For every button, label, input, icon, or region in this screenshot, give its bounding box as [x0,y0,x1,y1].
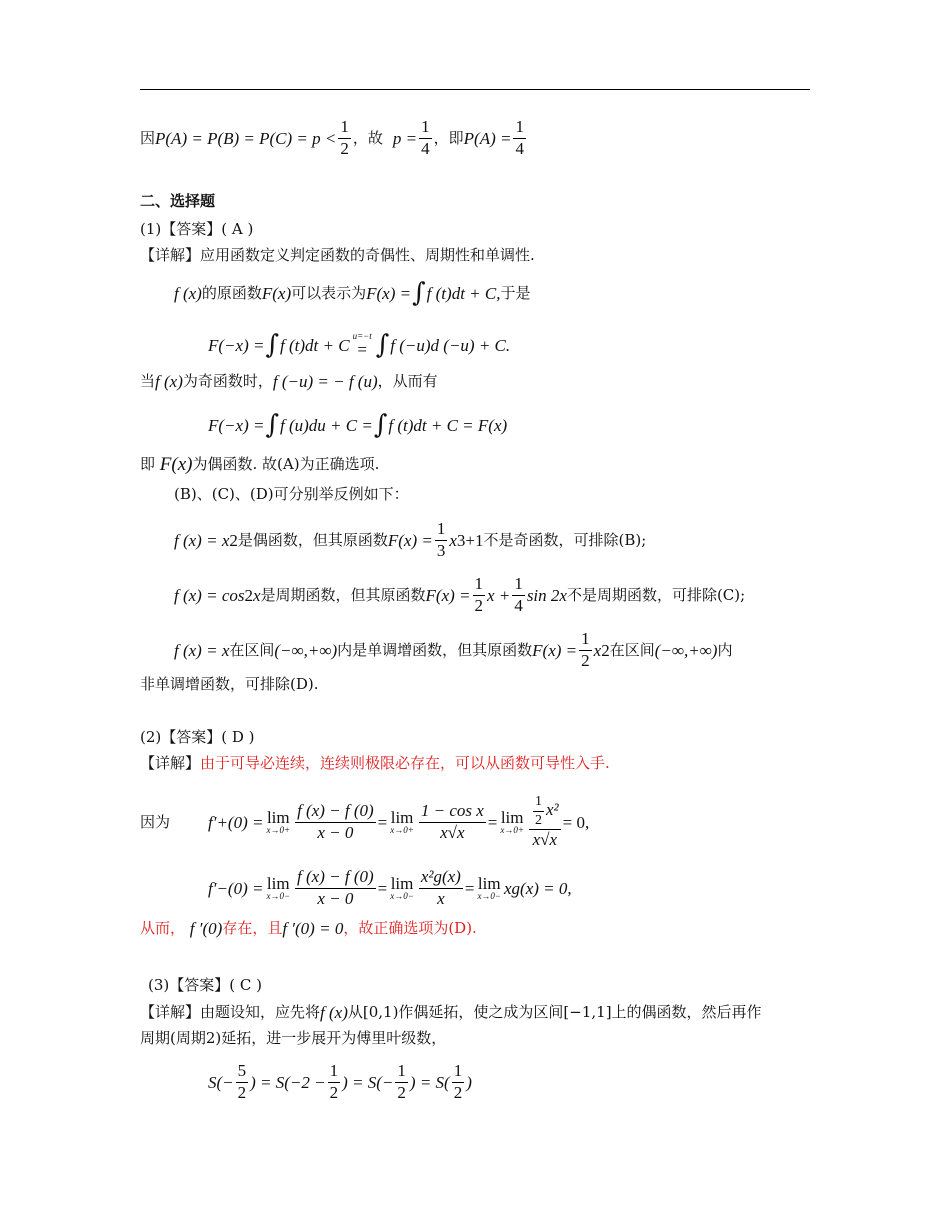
q1-detail: 【详解】应用函数定义判定函数的奇偶性、周期性和单调性. [140,246,535,264]
text: ，即 [433,128,464,147]
text: 因 [140,128,156,147]
q1-line8: f (x) = cos 2 x 是周期函数，但其原函数 F(x) = $\frac{1}{2}$ x + $\frac{1}{4}$ sin 2x 不是周期函数，可排除(C); [174,574,746,615]
header-rule [140,89,810,90]
math: P(A) = [463,128,512,148]
text: ，故 [352,128,383,147]
q1-line9: f (x) = x 在区间 (−∞,+∞) 内是单调增函数，但其原函数 F(x) = $\frac{1}{2}$ x 2 在区间 (−∞,+∞) 内 [174,629,733,670]
q1-line6: (B)、(C)、(D)可分别举反例如下： [174,485,409,503]
q1-line5: 即 F(x) 为偶函数. 故(A)为正确选项. [140,454,380,475]
q2-detail: 【详解】 由于可导必连续，连续则极限必存在，可以从函数可导性入手. [140,754,610,772]
q3-detail2: 周期(周期2)延拓，进一步展开为傅里叶级数， [140,1029,447,1047]
section-title: 二、选择题 [140,192,216,210]
q2-answer: (2)【答案】( D ) [140,728,255,746]
fraction: $\frac{1}{4}$ [515,117,524,158]
math: p = [392,128,418,148]
q3-series-eq: S(− $\frac{5}{2}$ ) = S(−2 − $\frac{1}{2}$ ) = S(− $\frac{1}{2}$ ) = S( $\frac{1}{2}$ ) [208,1061,472,1102]
intro-line [140,118,528,158]
math: P(A) = P(B) = P(C) = p < [155,128,337,148]
fraction: $\frac{1}{4}$ [421,117,430,158]
fraction: $\frac{1}{2}$ [340,117,349,158]
q2-deriv-plus: 因为 f′+(0) = lim x→0+ $\frac{f (x) - f (0)}{x - 0}$ = lim x→0+ $\frac{\text{1 − cos x}}{x√x}$ = lim x→0+ $\frac{1}{2}$ x² x√x = 0, [140,794,590,850]
q3-detail: 【详解】由题设知，应先将 f (x) 从[0,1)作偶延拓，使之成为区间[−1,1]上的偶函数，然后再作 [140,1003,762,1022]
q1-answer: (1)【答案】( A ) [140,220,254,238]
q1-line1: f (x) 的原函数 F(x) 可以表示为 F(x) = ∫ f (t)dt + C, 于是 [174,278,531,308]
q2-deriv-minus: f′−(0) = lim x→0− $\frac{f (x) - f (0)}{x - 0}$ = lim x→0− $\frac{\text{x²g(x)}}{x}$ = lim x→0− xg(x) = 0, [208,867,572,908]
q1-line2: F(−x) = ∫ f (t)dt + C u=−t = ∫ f (−u)d (−u) + C. [208,330,511,360]
q2-conclusion: 从而， f ′(0) 存在，且 f ′(0) = 0 ，故正确选项为(D). [140,919,477,938]
q1-line7: f (x) = x 2 是偶函数，但其原函数 F(x) = $\frac{1}{3}$ x 3 +1 不是奇函数，可排除(B); [174,519,647,560]
q1-line3: 当 f (x) 为奇函数时， f (−u) = − f (u) ，从而有 [140,372,438,391]
q1-line10: 非单调增函数，可排除(D). [140,675,319,693]
q1-line4: F(−x) = ∫ f (u)du + C = ∫ f (t)dt + C = F(x) [208,410,508,440]
q3-answer: (3)【答案】( C ) [148,976,262,994]
